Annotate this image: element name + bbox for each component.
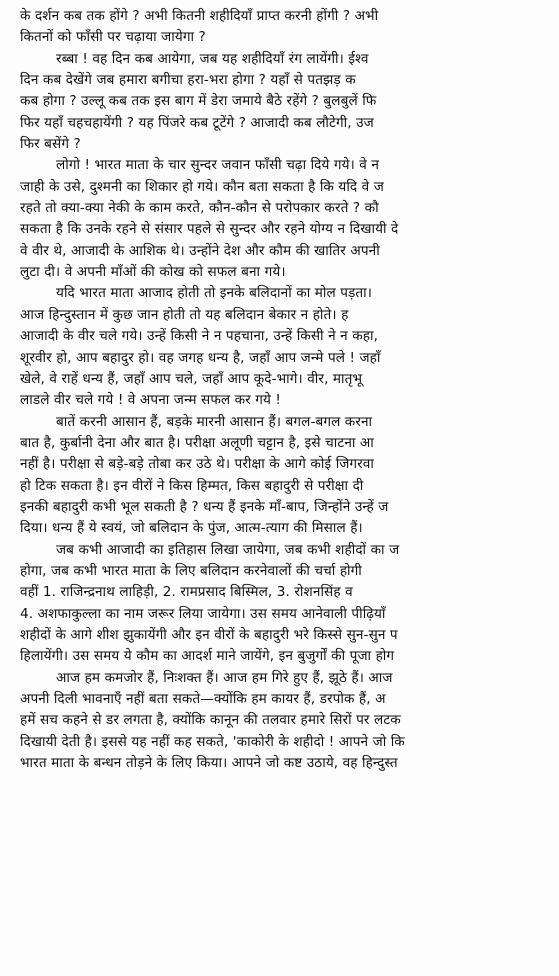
text-line: के दर्शन कब तक होंगे ? अभी कितनी शहीदियाँ प्राप्त करनी होंगी ? अभी <box>20 8 379 24</box>
text-line: लाडले वीर चले गये ! वे अपना जन्म सफल कर गये ! <box>20 392 281 409</box>
text-line: बात है, कुर्बानी देना और बात है। परीक्षा अलूणी चट्टान है, इसे चाटना आ <box>20 434 374 451</box>
paragraph-first-line: यदि भारत माता आजाद होती तो इनके बलिदानों का मोल पड़ता। <box>56 285 373 302</box>
paragraph-first-line: आज हम कमजोर हैं, निःशक्त हैं। आज हम गिरे हुए हैं, झूठे हैं। आज <box>56 669 393 686</box>
paragraph-first-line: जब कभी आजादी का इतिहास लिखा जायेगा, जब कभी शहीदों का ज <box>56 541 400 558</box>
text-line: दिया। धन्य हैं ये स्वयं, जो बलिदान के पुंज, आत्म-त्याग की मिसाल हैं। <box>20 520 363 537</box>
text-line: 4. अशफाकुल्ला का नाम जरूर लिया जायेगा। उस समय आनेवाली पीढ़ियाँ <box>20 605 386 622</box>
paragraph-first-line: रब्बा ! वह दिन कब आयेगा, जब यह शहीदियाँ रंग लायेंगी। ईश्व <box>56 50 369 67</box>
text-line: नहीं है। परीक्षा से बड़े-बड़े तोबा कर उठे थे। परीक्षा के आगे कोई जिगरवा <box>20 456 374 473</box>
text-line: अपनी दिली भावनाएँ नहीं बता सकते—क्योंकि हम कायर हैं, डरपोक हैं, अ <box>20 691 386 707</box>
text-line: लुटा दी। वे अपनी माँओं की कोख को सफल बना गये। <box>20 264 286 281</box>
text-line: आजादी के वीर चले गये। उन्हें किसी ने न पहचाना, उन्हें किसी ने न कहा, <box>20 328 379 345</box>
text-line: कब होगा ? उल्लू कब तक इस बाग में डेरा जमाये बैठे रहेंगे ? बुलबुलें फि <box>20 93 377 110</box>
text-line: होगा, जब कभी भारत माता के लिए बलिदान करनेवालों की चर्चा होगी <box>20 562 362 579</box>
text-line: रहते तो क्या-क्या नेकी के काम करते, कौन-कौन से परोपकार करते ? कौ <box>20 200 379 217</box>
text-line: वे वीर थे, आजादी के आशिक थे। उन्होंने देश और कौम की खातिर अपनी <box>20 242 380 259</box>
text-line: फिर यहाँ चहचहायेंगी ? यह पिंजरे कब टूटेंगे ? आजादी कब लौटेगी, उज <box>20 114 374 131</box>
text-line: शूरवीर हो, आप बहादुर हो। वह जगह धन्य है, जहाँ आप जन्मे पले ! जहाँ <box>20 349 381 366</box>
text-line: भारत माता के बन्धन तोड़ने के लिए किया। आपने जो कष्ट उठाये, वह हिन्दुस्त <box>20 755 398 772</box>
text-line: दिखायी देती है। इससे यह नहीं कह सकते, 'काकोरी के शहीदो ! आपने जो कि <box>20 733 405 750</box>
paragraph-first-line: लोगो ! भारत माता के चार सुन्दर जवान फाँसी चढ़ा दिये गये। वे न <box>56 157 380 174</box>
text-line: सकता है कि उनके रहने से संसार पहले से सुन्दर और रहने योग्य न दिखायी दे <box>20 221 399 238</box>
text-line: वहीं 1. राजिन्द्रनाथ लाहिड़ी, 2. रामप्रसाद बिस्मिल, 3. रोशनसिंह व <box>20 584 353 601</box>
text-line: हो टिक सकता है। इन वीरों ने किस हिम्मत, किस बहादुरी से परीक्षा दी <box>20 477 364 494</box>
text-line: फिर बसेंगे ? <box>20 136 81 153</box>
text-line: शहीदों के आगे शीश झुकायेंगी और इन वीरों के बहादुरी भरे किस्से सुन-सुन प <box>20 626 398 643</box>
text-line: हमें सच कहने से डर लगता है, क्योंकि कानून की तलवार हमारे सिरों पर लटक <box>20 712 401 729</box>
text-line: आज हिन्दुस्तान में कुछ जान होती तो यह बलिदान बेकार न होते। ह <box>20 306 349 323</box>
text-line: खेले, वे राहें धन्य हैं, जहाँ आप चले, जहाँ आप कूदे-भागे। वीर, मातृभू <box>20 370 363 387</box>
body-text <box>20 6 559 774</box>
text-line: इनकी बहादुरी कभी भूल सकती है ? धन्य हैं इनके माँ-बाप, जिन्होंने उन्हें ज <box>20 498 389 515</box>
text-line: कितनों को फाँसी पर चढ़ाया जायेगा ? <box>20 29 206 46</box>
text-line: दिन कब देखेंगे जब हमारा बगीचा हरा-भरा होगा ? यहाँ से पतझड़ क <box>20 72 356 89</box>
text-line: हिलायेंगी। उस समय ये कौम का आदर्श माने जायेंगे, इन बुजुर्गों की पूजा होग <box>20 648 395 665</box>
paragraph-first-line: बातें करनी आसान हैं, बड़के मारनी आसान हैं। बगल-बगल करना <box>56 413 373 430</box>
text-line: जाही के उसे, दुश्मनी का शिकार हो गये। कौन बता सकता है कि यदि वे ज <box>20 178 384 195</box>
